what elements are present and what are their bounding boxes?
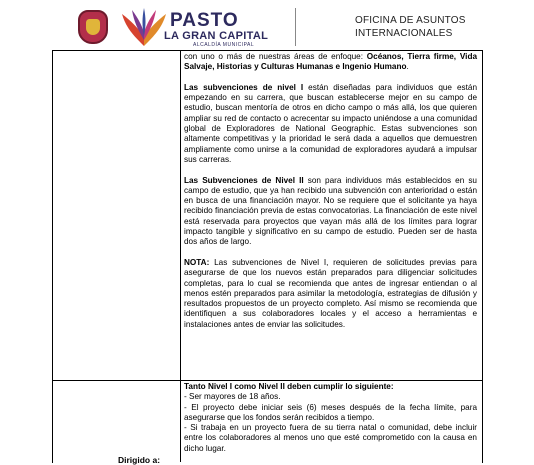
level-2-paragraph	[184, 176, 477, 248]
requirements-heading	[184, 382, 477, 392]
requirement-item: - Ser mayores de 18 años.	[184, 392, 281, 402]
table-label-column	[52, 50, 181, 462]
office-line-1: OFICINA DE ASUNTOS	[355, 15, 466, 26]
level-1-title: Las subvenciones de nivel I	[184, 82, 304, 92]
requirements-cell	[184, 382, 477, 454]
requirement-item: - Si trabaja en un proyecto fuera de su tierra natal o comunidad, debe incluir entre los colaboradores al menos uno que esté comprometido con la causa en dicho lugar.	[184, 423, 477, 453]
description-cell	[184, 52, 477, 340]
level-1-text: están diseñadas para individuos que están empezando en su carrera, que buscan establecerse mejor en su campo de estudio, buscan mentoría de otros en dicho campo o más allá, los que quieren ampliar su red de contacto o acrecentar su impacto uniéndose a una comunidad global de Exploradores de National Geographic. Estas subvenciones son altamente competitivas y la prioridad le será dada a aquellos que demuestren ampliamente como unirse a la comunidad de exploradores ayudará a impulsar sus carreras.	[184, 82, 478, 164]
focus-areas: Océanos, Tierra firme, Vida Salvaje, Historias y Culturas Humanas e Ingenio Humano	[184, 52, 477, 72]
bird-logo-icon	[120, 6, 168, 50]
focus-lead: con uno o más de nuestras áreas de enfoque:	[184, 52, 367, 61]
dirigido-label: Dirigido a:	[118, 455, 161, 465]
note-text: Las subvenciones de Nivel I, requieren de solicitudes previas para asegurarse de que los nuevos están preparados para diligenciar solicitudes completas, para lo cual se recomienda que antes de ingresar entiendan o al menos estén preparados para asimilar la metodología, estrategias de difusión y resultados propuestos de un proyecto completo. Así mismo se recomienda que identifiquen a sus colaboradores locales y el acceso a herramientas e instalaciones antes de enviar las solicitudes.	[184, 257, 477, 329]
focus-areas-paragraph	[184, 52, 477, 73]
header-divider	[295, 8, 296, 46]
office-name	[355, 14, 466, 40]
page-header	[0, 0, 534, 50]
table-row-divider	[52, 380, 482, 381]
requirements-heading-text: Tanto Nivel I como Nivel II deben cumplir lo siguiente:	[184, 382, 394, 391]
note-label: NOTA:	[184, 257, 210, 267]
level-2-text: son para individuos más establecidos en su campo de estudio, que ya han recibido una subvención con anterioridad o están en busca de una financiación mayor. No se requiere que el solicitante ya haya recibido financiación previa de estas convocatorias. La financiación de este nivel está reservada para proyectos que vayan más allá de los límites para lograr impacto tangible y significativo en su campo de estudio. Pueden ser de hasta dos años de largo.	[184, 175, 477, 247]
brand-name: PASTO	[170, 10, 239, 31]
requirement-item: - El proyecto debe iniciar seis (6) meses después de la fecha límite, para asegurarse que los fondos serán recibidos a tiempo.	[184, 402, 477, 422]
level-2-title: Las Subvenciones de Nivel II	[184, 175, 304, 185]
municipal-seal-icon	[78, 10, 108, 44]
office-line-2: INTERNACIONALES	[355, 28, 453, 39]
focus-end: .	[406, 62, 409, 72]
note-paragraph	[184, 258, 477, 330]
brand-tagline: ALCALDÍA MUNICIPAL	[193, 42, 255, 48]
brand-subtitle: LA GRAN CAPITAL	[164, 30, 269, 42]
level-1-paragraph	[184, 83, 477, 165]
